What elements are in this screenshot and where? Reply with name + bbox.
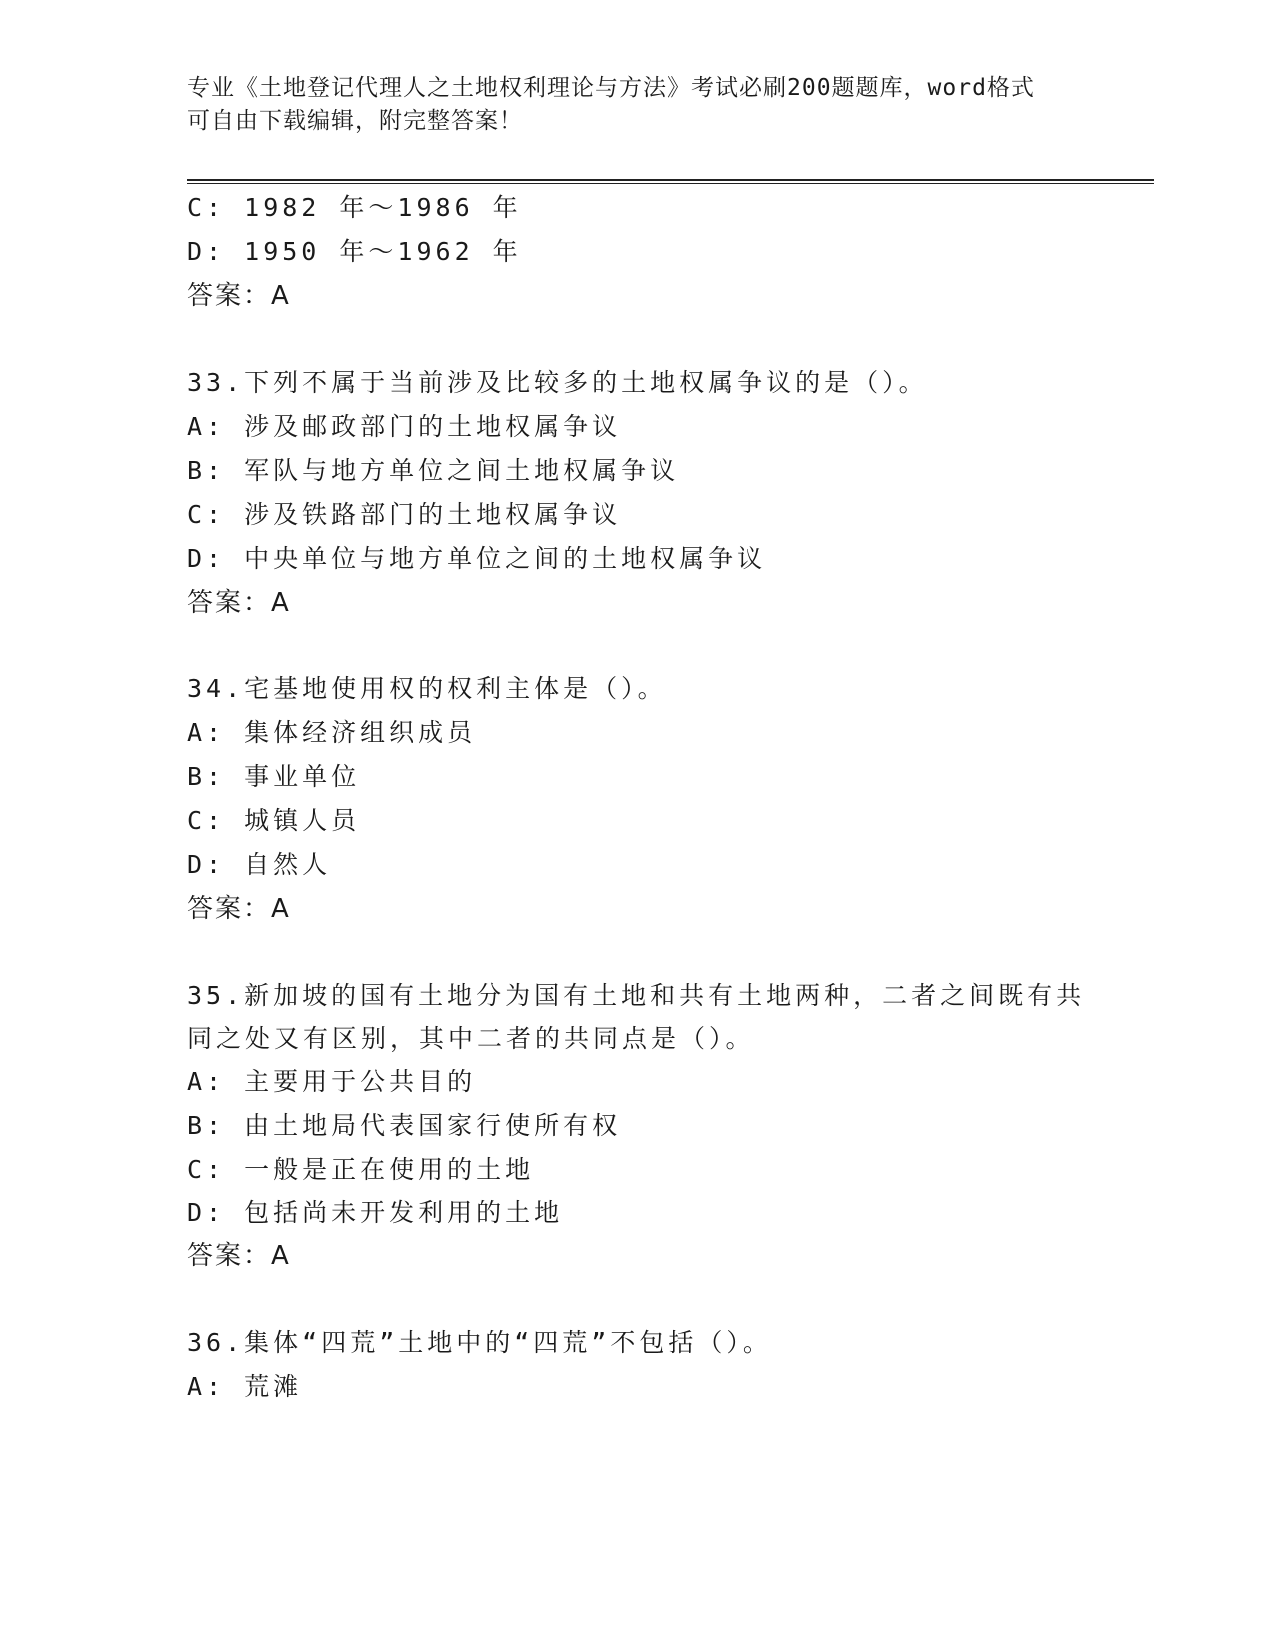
q33-answer: 答案：A bbox=[187, 588, 291, 618]
q35-option-a: A: 主要用于公共目的 bbox=[187, 1067, 477, 1096]
q35-option-c: C: 一般是正在使用的土地 bbox=[187, 1155, 535, 1184]
q33-option-d: D: 中央单位与地方单位之间的土地权属争议 bbox=[187, 544, 767, 573]
prev-answer: 答案：A bbox=[187, 281, 291, 311]
q35-answer: 答案：A bbox=[187, 1241, 291, 1271]
prev-option-d: D: 1950 年～1962 年 bbox=[187, 237, 522, 266]
q33-stem: 33.下列不属于当前涉及比较多的土地权属争议的是（）。 bbox=[187, 368, 928, 397]
q35-stem-line-1: 35.新加坡的国有土地分为国有土地和共有土地两种，二者之间既有共 bbox=[187, 981, 1086, 1010]
document-header bbox=[187, 72, 1067, 138]
q35-stem-line-2: 同之处又有区别，其中二者的共同点是（）。 bbox=[187, 1024, 755, 1053]
q34-stem: 34.宅基地使用权的权利主体是（）。 bbox=[187, 674, 667, 703]
q34-option-b: B: 事业单位 bbox=[187, 762, 361, 791]
q33-option-a: A: 涉及邮政部门的土地权属争议 bbox=[187, 412, 622, 441]
q33-option-b: B: 军队与地方单位之间土地权属争议 bbox=[187, 456, 680, 485]
header-divider-thick bbox=[187, 179, 1154, 181]
header-line-1: 专业《土地登记代理人之土地权利理论与方法》考试必刷200题题库，word格式 bbox=[187, 75, 1035, 101]
q34-answer: 答案：A bbox=[187, 894, 291, 924]
q34-option-c: C: 城镇人员 bbox=[187, 806, 361, 835]
q36-stem: 36.集体“四荒”土地中的“四荒”不包括（）。 bbox=[187, 1328, 772, 1357]
q35-option-b: B: 由土地局代表国家行使所有权 bbox=[187, 1111, 622, 1140]
prev-option-c: C: 1982 年～1986 年 bbox=[187, 193, 522, 222]
q33-option-c: C: 涉及铁路部门的土地权属争议 bbox=[187, 500, 622, 529]
header-divider-thin bbox=[187, 183, 1154, 184]
header-line-2: 可自由下载编辑，附完整答案！ bbox=[187, 108, 523, 134]
q36-option-a: A: 荒滩 bbox=[187, 1372, 303, 1401]
q34-option-d: D: 自然人 bbox=[187, 850, 332, 879]
q34-option-a: A: 集体经济组织成员 bbox=[187, 718, 477, 747]
q35-option-d: D: 包括尚未开发利用的土地 bbox=[187, 1198, 564, 1227]
